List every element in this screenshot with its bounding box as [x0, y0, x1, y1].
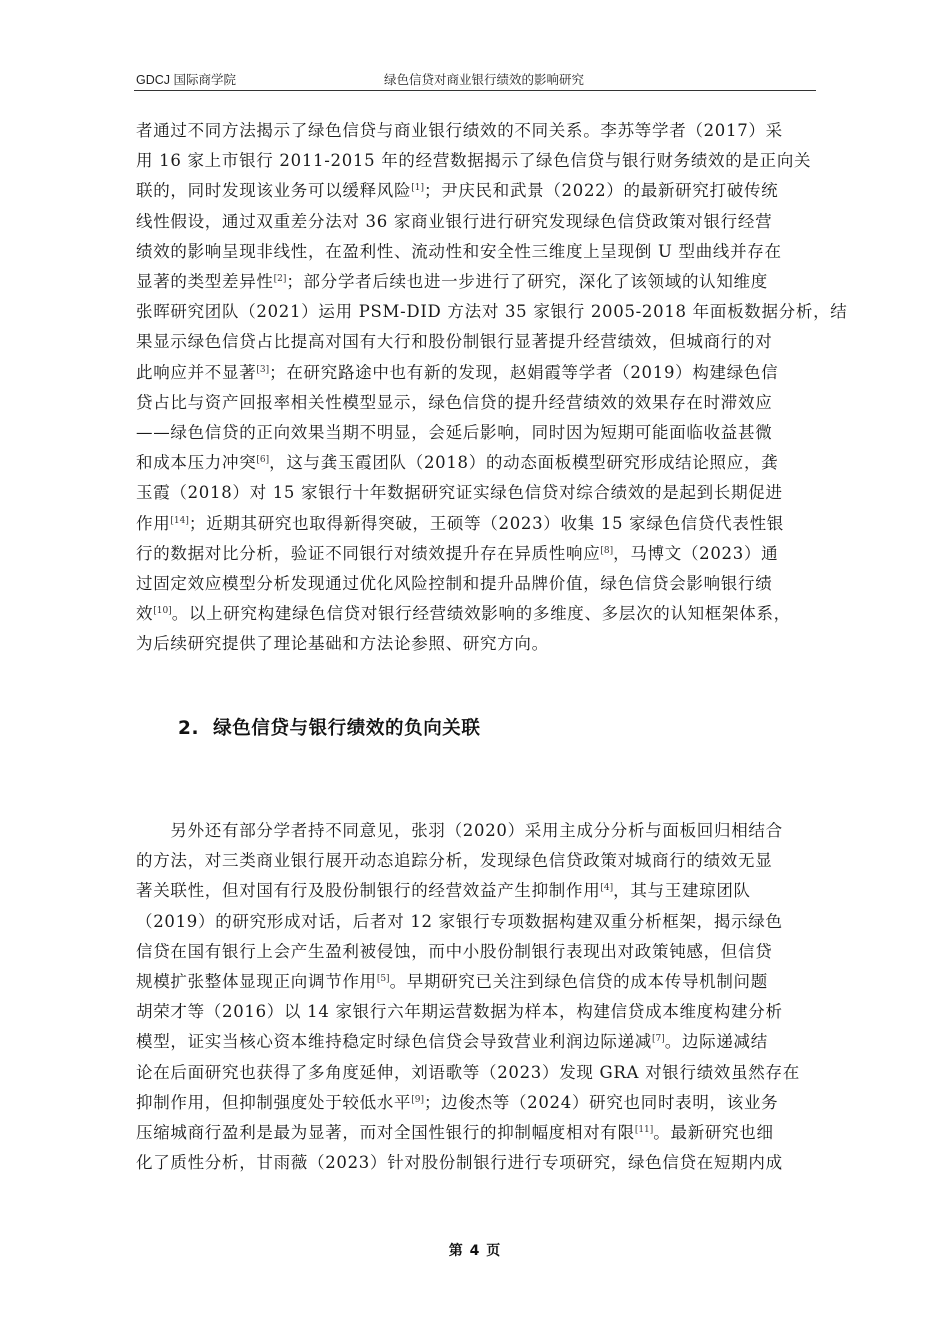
text-line: （2019）的研究形成对话，后者对 12 家银行专项数据构建双重分析框架，揭示绿色 [136, 911, 783, 931]
text-line: 的方法，对三类商业银行展开动态追踪分析，发现绿色信贷政策对城商行的绩效无显 [136, 851, 773, 871]
text-line: 玉霞（2018）对 15 家银行十年数据研究证实绿色信贷对综合绩效的是起到长期促进 [136, 483, 783, 503]
citation-marker: [11] [634, 1125, 654, 1136]
citation-marker: [8] [600, 545, 614, 556]
citation-marker: [2] [273, 274, 287, 285]
text-line: 果显示绿色信贷占比提高对国有大行和股份制银行显著提升经营绩效，但城商行的对 [136, 332, 773, 352]
page-number: 第 4 页 [448, 1243, 502, 1259]
text-line: 行的数据对比分析，验证不同银行对绩效提升存在异质性响应[8]，马博文（2023）通 [136, 543, 779, 563]
citation-marker: [9] [411, 1094, 424, 1105]
text-line: 模型，证实当核心资本维持稳定时绿色信贷会导致营业利润边际递减[7]。边际递减结 [136, 1032, 768, 1052]
text-line: 著关联性，但对国有行及股份制银行的经营效益产生抑制作用[4]，其与王建琼团队 [136, 881, 751, 901]
text-line: 此响应并不显著[3]；在研究路途中也有新的发现，赵娟霞等学者（2019）构建绿色信 [136, 362, 779, 382]
citation-marker: [3] [256, 364, 270, 375]
text-line: 用 16 家上市银行 2011-2015 年的经营数据揭示了绿色信贷与银行财务绩效的是正向关 [136, 151, 812, 171]
text-line: ——绿色信贷的正向效果当期不明显，会延后影响，同时因为短期可能面临收益甚微 [136, 423, 773, 443]
body-paragraph-1 [136, 116, 854, 660]
text-line: 论在后面研究也获得了多角度延伸，刘语歌等（2023）发现 GRA 对银行绩效虽然存在 [136, 1062, 800, 1082]
section-heading [178, 714, 481, 740]
citation-marker: [14] [170, 515, 189, 526]
text-line: 另外还有部分学者持不同意见，张羽（2020）采用主成分分析与面板回归相结合 [136, 821, 783, 840]
text-line: 抑制作用，但抑制强度处于较低水平[9]；边俊杰等（2024）研究也同时表明，该业务 [136, 1092, 779, 1112]
text-line: 过固定效应模型分析发现通过优化风险控制和提升品牌价值，绿色信贷会影响银行绩 [136, 574, 773, 594]
text-line: 贷占比与资产回报率相关性模型显示，绿色信贷的提升经营绩效的效果存在时滞效应 [136, 392, 773, 412]
header-institution: GDCJ 国际商学院 [136, 73, 237, 87]
text-line: 作用[14]；近期其研究也取得新得突破，王硕等（2023）收集 15 家绿色信贷代表性银 [136, 513, 784, 533]
text-line: 化了质性分析，甘雨薇（2023）针对股份制银行进行专项研究，绿色信贷在短期内成 [136, 1153, 783, 1173]
text-line: 规模扩张整体显现正向调节作用[5]。早期研究已关注到绿色信贷的成本传导机制问题 [136, 972, 768, 992]
body-paragraph-2 [136, 816, 854, 1178]
text-line: 压缩城商行盈利是最为显著，而对全国性银行的抑制幅度相对有限[11]。最新研究也细 [136, 1123, 774, 1143]
citation-marker: [7] [652, 1034, 665, 1045]
section-title: 绿色信贷与银行绩效的负向关联 [213, 718, 481, 739]
text-line: 为后续研究提供了理论基础和方法论参照、研究方向。 [136, 634, 549, 654]
text-line: 和成本压力冲突[6]，这与龚玉霞团队（2018）的动态面板模型研究形成结论照应，龚 [136, 453, 779, 473]
text-line: 信贷在国有银行上会产生盈利被侵蚀，而中小股份制银行表现出对政策钝感，但信贷 [136, 941, 773, 961]
text-line: 胡荣才等（2016）以 14 家银行六年期运营数据为样本，构建信贷成本维度构建分析 [136, 1002, 783, 1022]
page-header [134, 64, 816, 91]
text-line: 联的，同时发现该业务可以缓释风险[1]；尹庆民和武景（2022）的最新研究打破传统 [136, 181, 779, 201]
text-line: 者通过不同方法揭示了绿色信贷与商业银行绩效的不同关系。李苏等学者（2017）采 [136, 121, 783, 140]
citation-marker: [6] [256, 455, 270, 466]
citation-marker: [10] [153, 606, 172, 617]
text-line: 线性假设，通过双重差分法对 36 家商业银行进行研究发现绿色信贷政策对银行经营 [136, 211, 773, 231]
citation-marker: [5] [376, 974, 390, 985]
text-line: 绩效的影响呈现非线性，在盈利性、流动性和安全性三维度上呈现倒 U 型曲线并存在 [136, 241, 782, 261]
section-number: 2. [178, 718, 200, 739]
text-line: 效[10]。以上研究构建绿色信贷对银行经营绩效影响的多维度、多层次的认知框架体系， [136, 604, 791, 624]
citation-marker: [1] [411, 183, 424, 194]
header-paper-title: 绿色信贷对商业银行绩效的影响研究 [384, 73, 585, 87]
text-line: 张晖研究团队（2021）运用 PSM-DID 方法对 35 家银行 2005-2018 年面板数据分析，结 [136, 302, 848, 322]
text-line: 显著的类型差异性[2]；部分学者后续也进一步进行了研究，深化了该领域的认知维度 [136, 272, 768, 292]
citation-marker: [4] [600, 883, 614, 894]
